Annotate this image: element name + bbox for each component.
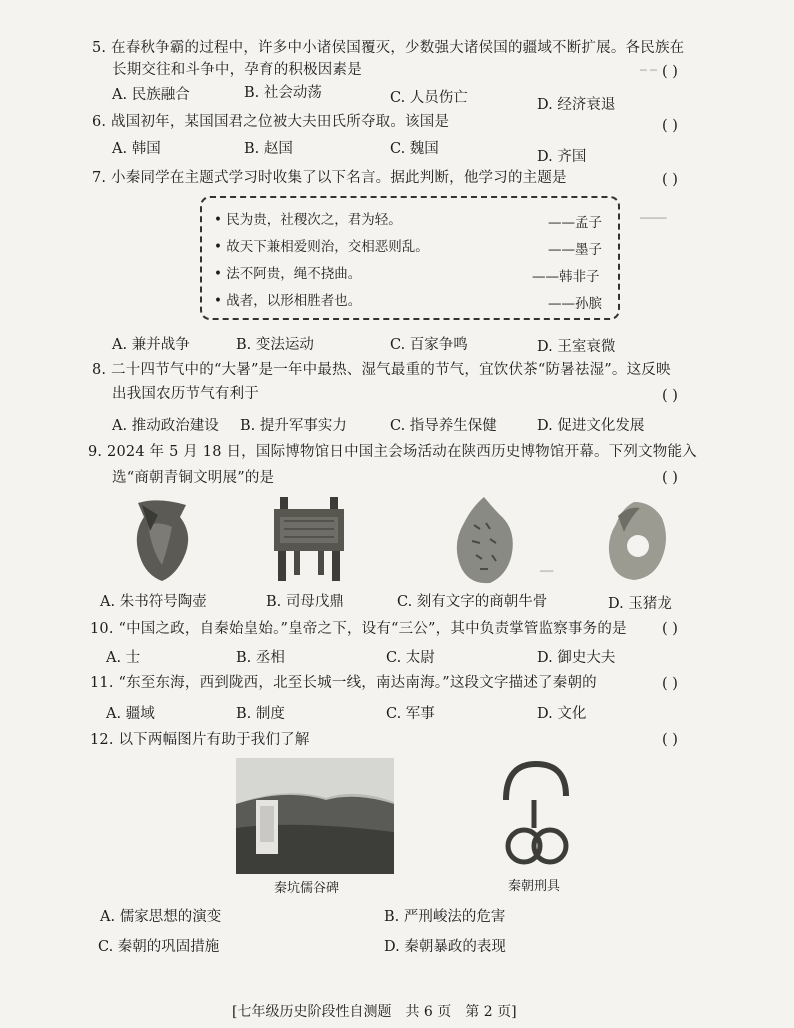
q8-stem-line2: 出我国农历节气有利于 [112, 386, 259, 402]
q12-option-a[interactable]: A. 儒家思想的演变 [100, 909, 222, 925]
page-footer: [七年级历史阶段性自测题 共 6 页 第 2 页] [232, 1004, 517, 1020]
q12-answer-blank[interactable]: ( ) [662, 732, 678, 748]
q5-answer-blank[interactable]: ( ) [662, 64, 678, 80]
q6-answer-blank[interactable]: ( ) [662, 118, 678, 134]
shackles-image [496, 760, 576, 870]
quote-hanfeizi: • 法不阿贵，绳不挠曲。 [214, 266, 362, 282]
q8-option-b[interactable]: B. 提升军事实力 [240, 418, 347, 434]
q11-answer-blank[interactable]: ( ) [662, 676, 678, 692]
stele-caption: 秦坑儒谷碑 [274, 881, 340, 896]
quote-author-hanfeizi: ——韩非子 [532, 269, 600, 285]
q12-stem: 12. 以下两幅图片有助于我们了解 [90, 732, 310, 748]
q7-option-b[interactable]: B. 变法运动 [236, 337, 314, 353]
q7-option-d[interactable]: D. 王室衰微 [537, 339, 616, 355]
q10-option-c[interactable]: C. 太尉 [386, 650, 435, 666]
q11-option-d[interactable]: D. 文化 [537, 706, 587, 722]
q9-option-d[interactable]: D. 玉猪龙 [608, 596, 672, 612]
q7-stem: 7. 小秦同学在主题式学习时收集了以下名言。据此判断，他学习的主题是 [92, 170, 567, 186]
q11-stem: 11. “东至东海，西到陇西，北至长城一线，南达南海。”这段文字描述了秦朝的 [90, 675, 597, 691]
q7-option-a[interactable]: A. 兼并战争 [112, 337, 190, 353]
q12-option-b[interactable]: B. 严刑峻法的危害 [384, 909, 506, 925]
q9-stem-line1: 9. 2024 年 5 月 18 日，国际博物馆日中国主会场活动在陕西历史博物馆开幕。下列文物能入 [88, 444, 697, 460]
q9-option-b[interactable]: B. 司母戊鼎 [266, 594, 344, 610]
q12-option-c[interactable]: C. 秦朝的巩固措施 [98, 939, 220, 955]
bronze-ding-image [270, 495, 348, 583]
quote-mozi: • 故天下兼相爱则治，交相恶则乱。 [214, 239, 429, 255]
q10-option-d[interactable]: D. 御史大夫 [537, 650, 616, 666]
quote-sunbin: • 战者，以形相胜者也。 [214, 293, 362, 309]
oracle-bone-image [450, 495, 520, 587]
quote-author-mencius: ——孟子 [548, 215, 602, 231]
jade-pig-dragon-image [604, 498, 670, 584]
q8-stem-line1: 8. 二十四节气中的“大暑”是一年中最热、湿气最重的节气，宜饮伏茶“防暑祛湿”。这反映 [92, 362, 671, 378]
q12-option-d[interactable]: D. 秦朝暴政的表现 [384, 939, 506, 955]
q11-option-b[interactable]: B. 制度 [236, 706, 285, 722]
q8-option-a[interactable]: A. 推动政治建设 [112, 418, 219, 434]
q9-stem-line2: 选“商朝青铜文明展”的是 [112, 470, 275, 486]
q5-option-c[interactable]: C. 人员伤亡 [390, 90, 468, 106]
q6-stem: 6. 战国初年，某国国君之位被大夫田氏所夺取。该国是 [92, 114, 450, 130]
bleed-through-mark: ━━ [540, 565, 554, 578]
q5-stem-line2: 长期交往和斗争中，孕育的积极因素是 [112, 62, 362, 78]
quotes-box [200, 196, 620, 320]
q8-answer-blank[interactable]: ( ) [662, 388, 678, 404]
q11-option-c[interactable]: C. 军事 [386, 706, 435, 722]
q5-option-a[interactable]: A. 民族融合 [112, 87, 190, 103]
q11-option-a[interactable]: A. 疆域 [106, 706, 155, 722]
quote-mencius: • 民为贵，社稷次之，君为轻。 [214, 212, 402, 228]
q7-answer-blank[interactable]: ( ) [662, 172, 678, 188]
bleed-through-mark: ━ ━ [640, 64, 657, 77]
q7-option-c[interactable]: C. 百家争鸣 [390, 337, 468, 353]
q10-stem: 10. “中国之政，自秦始皇始。”皇帝之下，设有“三公”，其中负责掌管监察事务的是 [90, 621, 627, 637]
shackles-caption: 秦朝刑具 [508, 879, 561, 894]
q8-option-d[interactable]: D. 促进文化发展 [537, 418, 645, 434]
q5-stem-line1: 5. 在春秋争霸的过程中，许多中小诸侯国覆灭，少数强大诸侯国的疆域不断扩展。各民族在 [92, 40, 685, 56]
q6-option-c[interactable]: C. 魏国 [390, 141, 439, 157]
q6-option-d[interactable]: D. 齐国 [537, 149, 587, 165]
q9-answer-blank[interactable]: ( ) [662, 470, 678, 486]
q10-answer-blank[interactable]: ( ) [662, 621, 678, 637]
q6-option-b[interactable]: B. 赵国 [244, 141, 293, 157]
quote-author-sunbin: ——孙膑 [548, 296, 602, 312]
stele-photo [236, 758, 394, 874]
q10-option-a[interactable]: A. 士 [106, 650, 141, 666]
pottery-pot-image [128, 495, 196, 585]
q5-option-b[interactable]: B. 社会动荡 [244, 85, 322, 101]
q9-option-a[interactable]: A. 朱书符号陶壶 [100, 594, 207, 610]
q8-option-c[interactable]: C. 指导养生保健 [390, 418, 497, 434]
quote-author-mozi: ——墨子 [548, 242, 602, 258]
bleed-through-mark: ━━━━ [640, 212, 667, 225]
q5-option-d[interactable]: D. 经济衰退 [537, 97, 616, 113]
q10-option-b[interactable]: B. 丞相 [236, 650, 285, 666]
q9-option-c[interactable]: C. 刻有文字的商朝牛骨 [397, 594, 548, 610]
q6-option-a[interactable]: A. 韩国 [112, 141, 161, 157]
